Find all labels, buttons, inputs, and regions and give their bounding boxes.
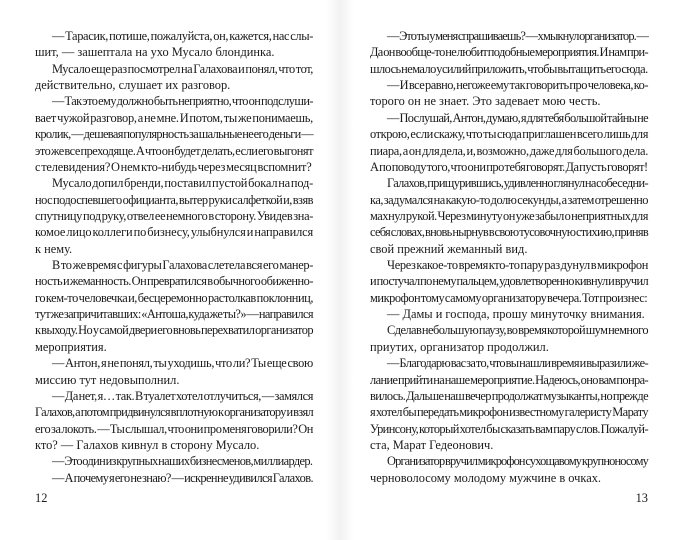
paragraph	[370, 175, 648, 257]
text-line: нос подоспевшего официанта, вытер руки салфеткой и, взяв	[35, 192, 313, 207]
text-line: Галахов, прищурившись, удивленно глянул на собеседни-	[387, 176, 648, 191]
page-body	[370, 28, 648, 486]
paragraph	[370, 322, 648, 355]
text-line: и постучал по нему пальцем, удовлетворенно кивнул и вручил	[370, 274, 648, 289]
text-line: спутницу под руку, отвел ее немного в сторону. Увидев зна-	[35, 208, 313, 223]
paragraph	[35, 28, 313, 61]
text-line: тут же запричитавших: «Антоша, куда же ты?» — направился	[35, 307, 313, 322]
paragraph	[370, 306, 648, 322]
text-line: Уринсону, который хотел бы сказать вам пару слов. Пожалуй-	[370, 421, 648, 436]
text-line: Мусало еще раз посмотрел на Галахова и понял, что тот,	[52, 61, 313, 76]
text-line: — Это ты у меня спрашиваешь? — хмыкнул организатор. —	[387, 29, 648, 43]
paragraph	[35, 93, 313, 175]
text-line: это же все преходяще. А что он будет делать, если его выгонят	[35, 143, 313, 158]
text-line: открою, если скажу, что ты сюда приглашен всего лишь для	[370, 127, 648, 142]
text-line: В то же время с фигуры Галахова слетела вся его манер-	[52, 258, 313, 273]
text-line: — Послушай, Антон, думаю, я для тебя большой тайны не	[387, 110, 648, 125]
right-page	[340, 0, 680, 540]
text-line: — Дамы и господа, прошу минуточку внимания.	[387, 307, 645, 322]
text-line: Галахов, а потом придвинулся вплотную к организатору и взял	[35, 405, 313, 420]
paragraph	[35, 355, 313, 388]
text-line: — Благодарю вас за то, что вы нашли время и выразили же-	[387, 356, 648, 371]
paragraph	[370, 453, 648, 486]
text-line: черноволосому молодому мужчине в очках.	[370, 470, 602, 485]
paragraph	[35, 470, 313, 486]
text-line: — Да нет, я… так. В туалет хотел отлучиться, — замялся	[52, 388, 313, 403]
text-line: вает чужой разговор, а не мне. И потом, ты же понимаешь,	[35, 110, 313, 125]
text-line: — Так это ему должно быть неприятно, что он подслуши-	[52, 94, 313, 109]
text-line: микрофон тому самому организатору вечера. Тот произнес:	[370, 290, 648, 305]
text-line: кто? — Галахов кивнул в сторону Мусало.	[35, 437, 260, 452]
text-line: — А почему я его не знаю? — искренне удивился Галахов.	[52, 470, 313, 485]
text-line: мероприятия.	[35, 339, 107, 354]
text-line: шлось немало усилий приложить, чтобы вытащить его сюда.	[370, 61, 648, 76]
text-line: его за локоть. — Ты слышал, что они про меня говорили? Он	[35, 421, 313, 436]
text-line: я хотел бы передать микрофон известному галеристу Марату	[370, 405, 648, 420]
text-line: шит, — зашептала на ухо Мусало блондинка.	[35, 45, 275, 60]
paragraph	[370, 257, 648, 306]
text-line: действительно, слушает их разговор.	[35, 78, 231, 93]
paragraph	[35, 453, 313, 469]
page-body	[35, 28, 313, 486]
text-line: миссию тут недовыполнил.	[35, 372, 180, 387]
text-line: пиара, а он для дела, и, возможно, даже для большого дела.	[370, 143, 648, 158]
text-line: ста, Марат Гедеонович.	[370, 437, 494, 452]
paragraph	[370, 355, 648, 453]
page-number: 13	[635, 491, 648, 505]
paragraph	[370, 77, 648, 110]
text-line: к нему.	[35, 241, 73, 256]
text-line: торого он не знает. Это задевает мою честь.	[370, 94, 601, 109]
paragraph	[35, 175, 313, 257]
text-line: — Антон, я не понял, ты уходишь, что ли? Ты еще свою	[52, 356, 313, 371]
text-line: себя словах, вновь нырнув в свою тусовочную стихию, приняв	[370, 225, 648, 240]
page-number: 12	[35, 491, 48, 505]
text-line: комое лицо коллеги по бизнесу, улыбнулся и направился	[35, 225, 313, 240]
text-line: махнул рукой. Через минуту он уже забыл о неприятных для	[370, 208, 648, 223]
text-line: Организатор вручил микрофон сухощавому крупноносому	[387, 454, 648, 469]
text-line: ность и жеманность. Он превратился в обычного обиженно-	[35, 274, 313, 289]
paragraph	[370, 110, 648, 175]
paragraph	[35, 61, 313, 94]
text-line: с телевидения? О нем кто-нибудь через месяц вспомнит?	[35, 159, 312, 174]
text-line: А по поводу того, что они про тебя говорят. Да пусть говорят!	[370, 159, 648, 174]
text-line: Да он вообще-то не любит подобные мероприятия. И нам при-	[370, 45, 648, 60]
text-line: кролик, — дешевая популярность за шальные не его деньги —	[35, 127, 313, 142]
text-line: Мусало допил бренди, поставил пустой бокал на под-	[52, 176, 313, 191]
text-line: го кем-то человечка и, бесцеремонно растолкав поклонниц,	[35, 290, 313, 305]
paragraph	[35, 257, 313, 355]
text-line: — Это один из крупных наших бизнесменов, миллиардер.	[52, 454, 313, 469]
text-line: Через какое-то время кто-то пару раз дунул в микрофон	[387, 258, 648, 273]
text-line: ка, задумался на какую-то долю секунды, а затем отрешенно	[370, 192, 648, 207]
text-line: свой прежний жеманный вид.	[370, 241, 528, 256]
text-line: приутих, организатор продолжил.	[370, 339, 549, 354]
text-line: Сделав небольшую паузу, во время которой шум немного	[387, 323, 648, 338]
text-line: — И все равно, негоже ему так говорить про человека, ко-	[387, 78, 648, 93]
paragraph	[35, 388, 313, 453]
text-line: лание прийти на наше мероприятие. Надеюсь, оно вам понра-	[370, 372, 648, 387]
text-line: вилось. Дальше наш вечер продолжат музыканты, но прежде	[370, 388, 648, 403]
text-line: к выходу. Но у самой двери его вновь перехватил организатор	[35, 323, 313, 338]
paragraph	[370, 28, 648, 77]
text-line: — Тарасик, потише, пожалуйста, он, кажется, нас слы-	[52, 29, 313, 43]
